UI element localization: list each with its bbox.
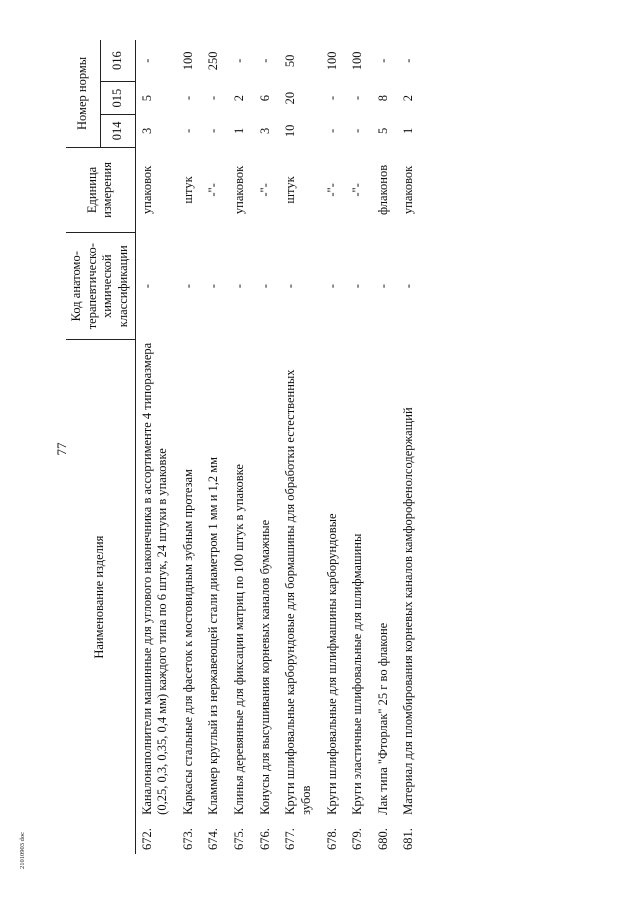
row-norm-015: 20 — [283, 91, 298, 105]
row-norm-015: - — [350, 95, 365, 101]
row-norm-014: 1 — [401, 127, 416, 134]
row-norm-014: 3 — [139, 127, 154, 134]
row-norm-015: - — [206, 95, 221, 101]
row-atc-code: - — [350, 284, 365, 289]
row-name: Каркасы стальные для фасеток к мостовидным зубным протезам — [180, 469, 195, 815]
row-number: 672. — [139, 828, 154, 850]
header-unit: Единица измерения — [66, 147, 135, 232]
row-number: 676. — [257, 828, 272, 850]
table-row — [228, 40, 254, 854]
row-norm-016: 50 — [283, 54, 298, 68]
header-norm-group: Номер нормы — [66, 40, 100, 147]
row-norm-016: - — [139, 58, 154, 63]
table-row — [372, 40, 398, 854]
row-name: Каналонаполнители машинные для углового наконечника в ассортименте 4 типоразмера (0,25, 0,3, 0,35, 0,4 мм) каждого типа по 6 штук, 24 штуки в упаковке — [139, 342, 170, 815]
table-row — [397, 40, 423, 854]
row-atc-code: - — [324, 284, 339, 289]
table-row — [321, 40, 347, 854]
table-row — [177, 40, 203, 854]
row-number: 680. — [375, 828, 390, 850]
header-norm-015: 015 — [100, 82, 135, 115]
row-name: Круги шлифовальные для шлифмашины карборундовые — [324, 513, 339, 815]
header-norm-016: 016 — [100, 40, 135, 82]
row-norm-015: 2 — [232, 94, 246, 102]
row-norm-014: - — [350, 128, 365, 133]
row-number: 675. — [232, 828, 246, 850]
row-number: 673. — [180, 828, 195, 850]
row-unit: -"- — [324, 183, 339, 197]
page-number: 77 — [54, 442, 69, 456]
row-norm-016: - — [257, 58, 272, 63]
row-norm-015: - — [180, 95, 195, 101]
row-name: Материал для пломбирования корневых каналов камфорофенолсодержащий — [401, 407, 416, 815]
row-unit: упаковок — [139, 165, 154, 215]
row-norm-014: - — [206, 128, 221, 133]
table-row — [279, 40, 320, 854]
header-name: Наименование изделия — [66, 340, 135, 854]
row-name: Клинья деревянные для фиксации матриц по 100 штук в упаковке — [232, 464, 246, 815]
row-norm-016: 100 — [324, 51, 339, 71]
row-norm-016: 100 — [180, 51, 195, 71]
row-norm-015: - — [324, 95, 339, 101]
row-atc-code: - — [283, 284, 298, 289]
row-norm-014: 1 — [232, 127, 246, 134]
table-row — [202, 40, 228, 854]
table-row — [254, 40, 280, 854]
row-norm-014: 10 — [283, 124, 298, 138]
row-norm-016: - — [375, 58, 390, 63]
row-unit: упаковок — [232, 165, 246, 215]
row-atc-code: - — [257, 284, 272, 289]
row-name: Лак типа "Фторлак" 25 г во флаконе — [375, 622, 390, 815]
row-norm-016: 250 — [206, 51, 221, 71]
row-norm-016: - — [401, 58, 416, 63]
row-unit: -"- — [257, 183, 272, 197]
row-norm-015: 6 — [257, 94, 272, 102]
row-norm-014: 3 — [257, 127, 272, 134]
row-name: Круги шлифовальные карборундовые для бормашины для обработки естественных зубов — [283, 369, 313, 815]
row-norm-015: 2 — [401, 94, 416, 102]
row-name: Кламмер круглый из нержавеющей стали диаметром 1 мм и 1,2 мм — [206, 456, 221, 815]
footer-document-code: 21010903 doc — [19, 831, 26, 869]
row-atc-code: - — [206, 284, 221, 289]
row-norm-014: - — [180, 128, 195, 133]
row-atc-code: - — [375, 284, 390, 289]
row-number: 674. — [206, 828, 221, 850]
header-atc-code: Код анатомо-терапевтическо-химической классификации — [66, 233, 135, 340]
row-atc-code: - — [180, 284, 195, 289]
row-unit: -"- — [350, 183, 365, 197]
row-name: Конусы для высушивания корневых каналов бумажные — [257, 519, 272, 815]
norms-table — [66, 40, 423, 854]
row-norm-015: 8 — [375, 94, 390, 102]
header-norm-014: 014 — [100, 114, 135, 147]
row-number: 679. — [350, 828, 365, 850]
row-norm-015: 5 — [139, 94, 154, 102]
table-row — [346, 40, 372, 854]
row-unit: штук — [283, 176, 298, 204]
norms-table-rotated — [66, 40, 589, 854]
row-number: 681. — [401, 828, 416, 850]
row-name: Круги эластичные шлифовальные для шлифмашины — [350, 533, 365, 815]
table-row — [135, 40, 177, 854]
row-atc-code: - — [232, 284, 246, 289]
row-norm-014: 5 — [375, 127, 390, 134]
row-norm-014: - — [324, 128, 339, 133]
row-atc-code: - — [139, 284, 154, 289]
row-unit: штук — [180, 176, 195, 204]
row-number: 678. — [324, 828, 339, 850]
row-norm-016: - — [232, 58, 246, 63]
row-atc-code: - — [401, 284, 416, 289]
row-unit: упаковок — [401, 165, 416, 215]
row-unit: -"- — [206, 183, 221, 197]
row-number: 677. — [283, 828, 298, 850]
row-norm-016: 100 — [350, 51, 365, 71]
row-unit: флаконов — [375, 164, 390, 215]
